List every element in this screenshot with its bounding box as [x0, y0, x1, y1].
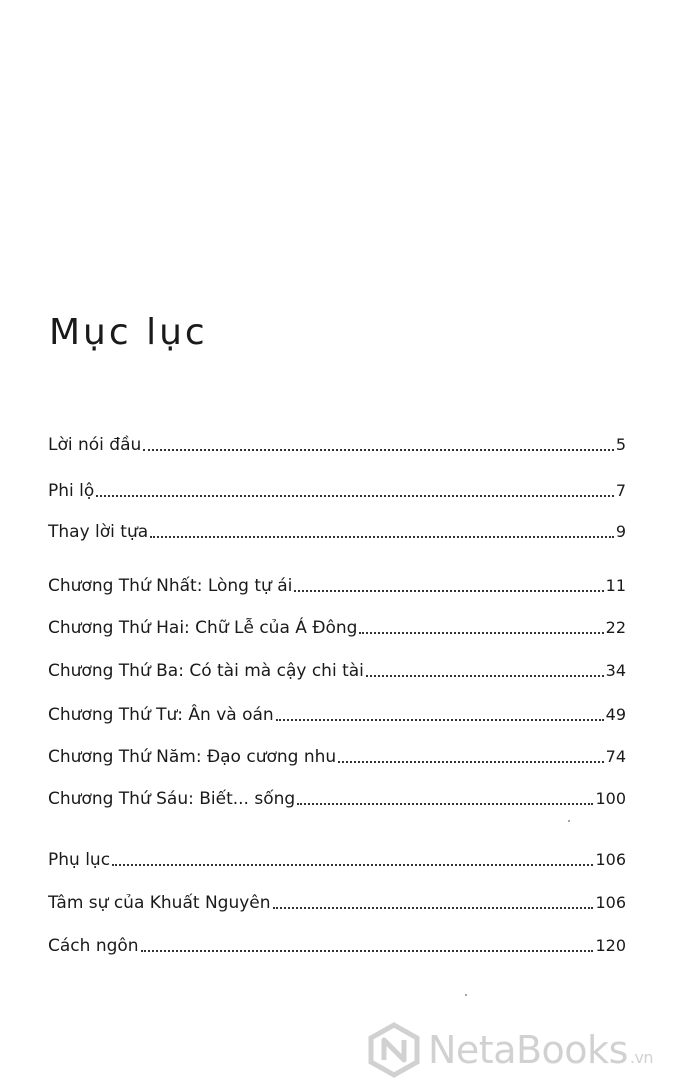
- toc-entry-page: 11: [605, 576, 626, 595]
- toc-entry: [48, 656, 626, 682]
- toc-entry-label: Thay lời tựa: [48, 522, 149, 542]
- toc-entry-page: 106: [595, 893, 626, 912]
- toc-entry-page: 49: [605, 705, 626, 724]
- toc-leader-dots: [338, 761, 603, 763]
- toc-entry-label: Tâm sự của Khuất Nguyên: [48, 893, 271, 913]
- toc-leader-dots: [294, 590, 603, 592]
- watermark-text: [428, 1028, 653, 1072]
- toc-entry: [48, 888, 626, 914]
- netabooks-logo-icon: [366, 1022, 422, 1078]
- toc-entry-page: 120: [595, 936, 626, 955]
- toc-entry-label: Cách ngôn: [48, 936, 139, 956]
- toc-leader-dots: [276, 719, 604, 721]
- toc-leader-dots: [297, 803, 593, 805]
- toc-entry-page: 9: [615, 522, 626, 541]
- toc-leader-dots: [112, 864, 593, 866]
- toc-entry-page: 106: [595, 850, 626, 869]
- toc-entry-page: 22: [605, 618, 626, 637]
- toc-leader-dots: [359, 632, 603, 634]
- toc-entry: [48, 931, 626, 957]
- watermark-brand: NetaBooks: [428, 1028, 628, 1072]
- print-speck: [465, 994, 467, 996]
- toc-entry: [48, 430, 626, 456]
- toc-entry-page: 5: [615, 435, 626, 454]
- toc-leader-dots: [366, 675, 604, 677]
- print-speck: [568, 820, 570, 822]
- toc-entry: [48, 845, 626, 871]
- toc-entry-page: 7: [615, 481, 626, 500]
- toc-entry-label: Lời nói đầu: [48, 435, 142, 455]
- toc-entry: [48, 613, 626, 639]
- toc-entry-label: Chương Thứ Năm: Đạo cương nhu: [48, 747, 337, 767]
- toc-entry: [48, 700, 626, 726]
- watermark-suffix: .vn: [629, 1048, 654, 1067]
- toc-entry: [48, 742, 626, 768]
- toc-entry-label: Chương Thứ Hai: Chữ Lễ của Á Đông: [48, 618, 358, 638]
- toc-entry-page: 74: [605, 747, 626, 766]
- toc-entry: [48, 571, 626, 597]
- toc-entry-label: Phụ lục: [48, 850, 111, 870]
- toc-entry: [48, 517, 626, 543]
- toc-leader-dots: [141, 950, 594, 952]
- toc-leader-dots: [96, 495, 614, 497]
- page-title: Mục lục: [49, 312, 208, 353]
- toc-entry: [48, 784, 626, 810]
- toc-entry-label: Chương Thứ Ba: Có tài mà cậy chi tài: [48, 661, 364, 681]
- toc-entry-label: Chương Thứ Tư: Ân và oán: [48, 705, 274, 725]
- toc-entry-label: Phi lộ: [48, 481, 95, 501]
- toc-entry: [48, 476, 626, 502]
- toc-entry-label: Chương Thứ Sáu: Biết... sống: [48, 789, 296, 809]
- watermark: [366, 1018, 653, 1082]
- toc-leader-dots: [150, 536, 614, 538]
- toc-leader-dots: [143, 449, 614, 451]
- toc-entry-page: 34: [605, 661, 626, 680]
- toc-entry-page: 100: [595, 789, 626, 808]
- toc-entry-label: Chương Thứ Nhất: Lòng tự ái: [48, 576, 293, 596]
- toc-leader-dots: [273, 907, 594, 909]
